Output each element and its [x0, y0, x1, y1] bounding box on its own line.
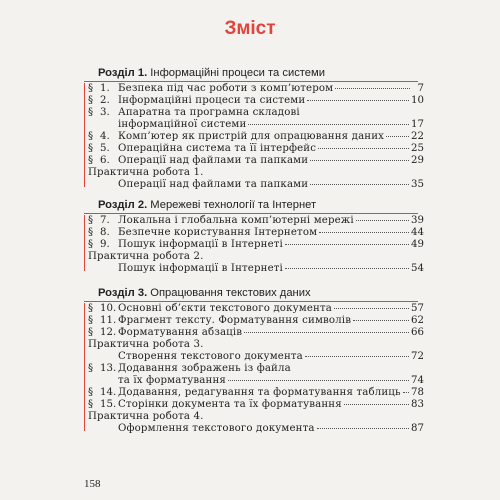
toc-entry[interactable]: § 8. Безпечне користування Інтернетом 44 [88, 227, 424, 238]
practice-label: Практична робота 1. [88, 167, 204, 178]
practice-entry[interactable]: Пошук інформації в Інтернеті 54 [118, 263, 424, 274]
practice-label: Практична робота 4. [88, 411, 204, 422]
toc-entry[interactable]: § 3. Апаратна та програмна складові [88, 107, 300, 118]
toc-entry[interactable]: § 15. Сторінки документа та їх форматування 83 [88, 399, 424, 410]
section-name: Опрацювання текстових даних [150, 287, 311, 299]
toc-entry[interactable]: § 10. Основні об’єкти текстового документа 57 [88, 303, 424, 314]
section-1 [84, 66, 424, 191]
section-3 [84, 286, 424, 435]
practice-entry[interactable]: Операції над файлами та папками 35 [118, 179, 424, 190]
toc-entry[interactable]: § 7. Локальна і глобальна комп’ютерні мережі 39 [88, 215, 424, 226]
section-2 [84, 198, 424, 275]
section-number: Розділ 2. [98, 199, 148, 211]
section-heading [84, 66, 424, 80]
page-number: 158 [84, 478, 101, 490]
section-name: Мережеві технології та Інтернет [150, 199, 317, 211]
toc-entry[interactable]: § 12. Форматування абзаців 66 [88, 327, 424, 338]
practice-entry[interactable]: Оформлення текстового документа 87 [118, 423, 424, 434]
section-heading [84, 286, 424, 300]
practice-label: Практична робота 3. [88, 339, 204, 350]
toc-entry[interactable]: § 14. Додавання, редагування та форматування таблиць 78 [88, 387, 424, 398]
toc-entry-continuation[interactable]: та їх форматування 74 [118, 375, 424, 386]
toc-entry[interactable]: § 2. Інформаційні процеси та системи 10 [88, 95, 424, 106]
section-number: Розділ 1. [98, 67, 148, 79]
toc-entry[interactable]: § 9. Пошук інформації в Інтернеті 49 [88, 239, 424, 250]
section-name: Інформаційні процеси та системи [150, 67, 325, 79]
toc-entry[interactable]: § 13. Додавання зображень із файла [88, 363, 291, 374]
toc-entry[interactable]: § 5. Операційна система та її інтерфейс 25 [88, 143, 424, 154]
toc-entry[interactable]: § 1. Безпека під час роботи з комп’ютером 7 [88, 83, 424, 94]
toc-entry[interactable]: § 6. Операції над файлами та папками 29 [88, 155, 424, 166]
section-number: Розділ 3. [98, 287, 148, 299]
toc-entry[interactable]: § 11. Фрагмент тексту. Форматування символів 62 [88, 315, 424, 326]
page-title: Зміст [224, 18, 276, 39]
practice-label: Практична робота 2. [88, 251, 204, 262]
toc-entry-continuation[interactable]: інформаційної системи 17 [118, 119, 424, 130]
practice-entry[interactable]: Створення текстового документа 72 [118, 351, 424, 362]
toc-entry[interactable]: § 4. Комп’ютер як пристрій для опрацювання даних 22 [88, 131, 424, 142]
section-heading [84, 198, 424, 212]
